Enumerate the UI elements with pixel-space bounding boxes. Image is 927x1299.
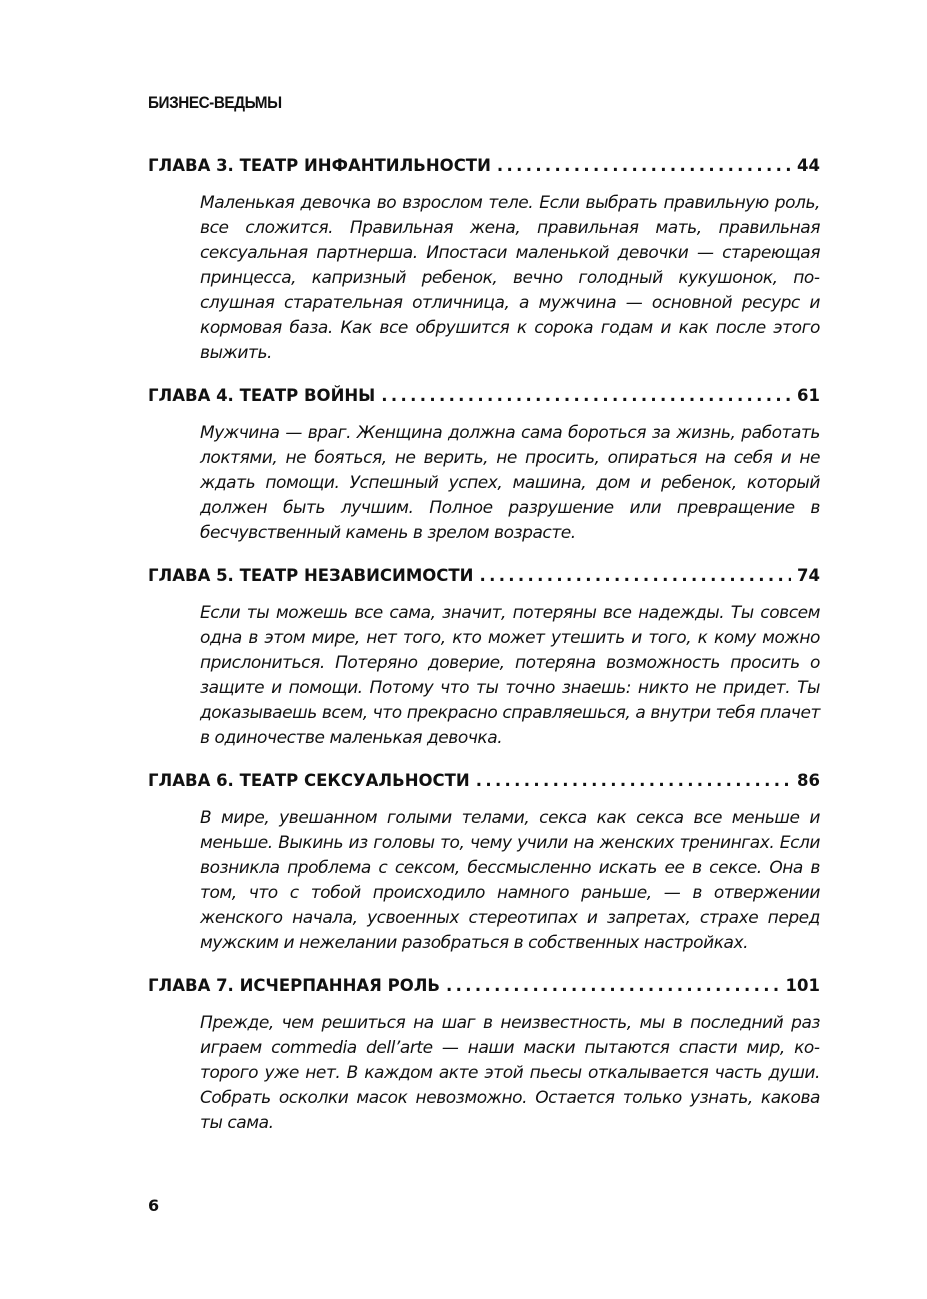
chapter-page-number: 44 [797,156,820,175]
toc-entry-chapter-3 [148,155,820,366]
toc-entry-chapter-7 [148,975,820,1136]
chapter-title: ГЛАВА 5. ТЕАТР НЕЗАВИСИМОСТИ [148,566,474,585]
toc-entry-heading[interactable] [148,385,820,407]
chapter-page-number: 101 [785,976,820,995]
page-number: 6 [148,1196,160,1215]
chapter-description: Прежде, чем решиться на шаг в неизвестность, мы в последний раз играем commedia dell’arte — наши маски пытаются спасти мир, которого уже нет. В каждом акте этой пьесы откалывается часть души. Собрать осколки масок невозможно. Остается только узнать, какова ты сама. [200,1013,820,1133]
dot-leader [381,385,791,407]
dot-leader [446,975,780,997]
toc-entry-heading[interactable] [148,975,820,997]
dot-leader [497,155,791,177]
chapter-description: Если ты можешь все сама, значит, потеряны все надежды. Ты совсем одна в этом мире, нет того, кто может утешить и того, к кому можно прислониться. Потеряно доверие, потеряна возможность просить о защите и помощи. Потому что ты точно знаешь: никто не придет. Ты доказываешь всем, что прекрасно справляешься, а внутри тебя плачет в одиночестве маленькая девочка. [200,603,820,748]
table-of-contents [148,155,820,1155]
chapter-title: ГЛАВА 7. ИСЧЕРПАННАЯ РОЛЬ [148,976,441,995]
chapter-page-number: 74 [797,566,820,585]
toc-entry-heading[interactable] [148,770,820,792]
chapter-title: ГЛАВА 3. ТЕАТР ИНФАНТИЛЬНОСТИ [148,156,491,175]
chapter-title: ГЛАВА 4. ТЕАТР ВОЙНЫ [148,386,376,405]
toc-entry-chapter-6 [148,770,820,956]
chapter-description: Маленькая девочка во взрослом теле. Если выбрать правильную роль, все сложится. Правильная жена, правильная мать, правильная сексуальная партнерша. Ипостаси маленькой девочки — стареющая принцесса, капризный ребенок, вечно голодный кукушонок, послушная старательная отличница, а мужчина — основной ресурс и кормовая база. Как все обрушится к сорока годам и как после этого выжить. [200,193,820,363]
running-head: БИЗНЕС-ВЕДЬМЫ [148,93,282,112]
chapter-title: ГЛАВА 6. ТЕАТР СЕКСУАЛЬНОСТИ [148,771,470,790]
chapter-description: В мире, увешанном голыми телами, секса как секса все меньше и меньше. Выкинь из головы то, чему учили на женских тренингах. Если возникла проблема с сексом, бессмысленно искать ее в сексе. Она в том, что с тобой происходило намного раньше, — в отвержении женского начала, усвоенных стереотипах и запретах, страхе перед мужским и нежелании разобраться в собственных настройках. [200,808,820,953]
chapter-page-number: 61 [797,386,820,405]
chapter-page-number: 86 [797,771,820,790]
toc-entry-chapter-5 [148,565,820,751]
chapter-description: Мужчина — враг. Женщина должна сама бороться за жизнь, работать локтями, не бояться, не верить, не просить, опираться на себя и не ждать помощи. Успешный успех, машина, дом и ребенок, который должен быть лучшим. Полное разрушение или превращение в бесчувственный камень в зрелом возрасте. [200,423,820,543]
dot-leader [476,770,791,792]
dot-leader [479,565,791,587]
toc-entry-heading[interactable] [148,565,820,587]
toc-entry-chapter-4 [148,385,820,546]
toc-entry-heading[interactable] [148,155,820,177]
